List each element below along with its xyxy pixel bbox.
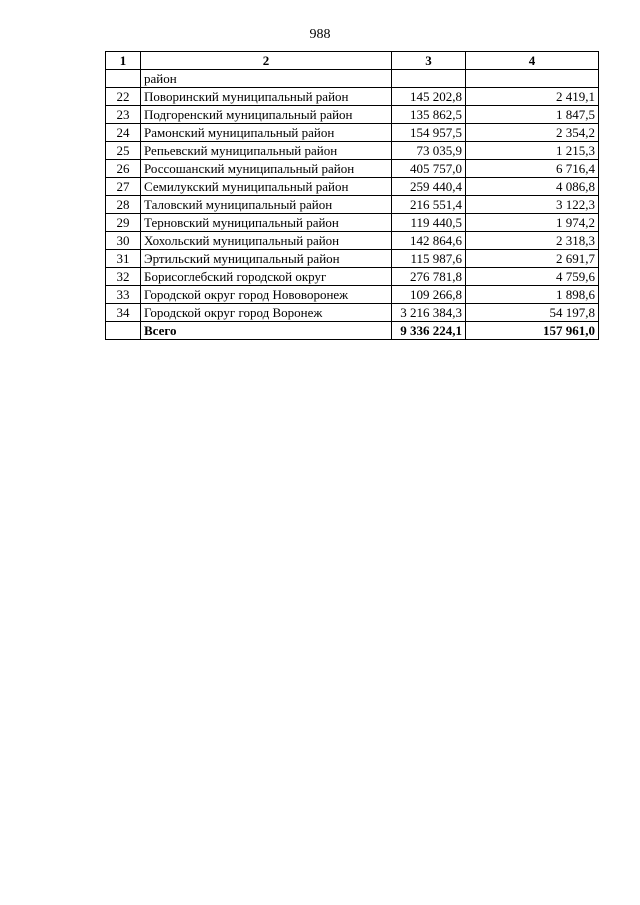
table-row bbox=[106, 178, 599, 196]
row-name: район bbox=[141, 70, 392, 88]
table-row bbox=[106, 304, 599, 322]
row-number: 25 bbox=[106, 142, 141, 160]
row-number: 22 bbox=[106, 88, 141, 106]
row-number: 34 bbox=[106, 304, 141, 322]
row-name: Россошанский муниципальный район bbox=[141, 160, 392, 178]
row-value-4: 4 086,8 bbox=[466, 178, 599, 196]
row-value-3: 154 957,5 bbox=[392, 124, 466, 142]
table-row bbox=[106, 286, 599, 304]
row-number: 27 bbox=[106, 178, 141, 196]
row-value-4: 1 215,3 bbox=[466, 142, 599, 160]
table-row bbox=[106, 88, 599, 106]
row-value-3: 119 440,5 bbox=[392, 214, 466, 232]
total-row bbox=[106, 322, 599, 340]
table-row bbox=[106, 160, 599, 178]
row-name: Хохольский муниципальный район bbox=[141, 232, 392, 250]
row-name: Городской округ город Воронеж bbox=[141, 304, 392, 322]
row-value-4: 1 898,6 bbox=[466, 286, 599, 304]
row-name: Поворинский муниципальный район bbox=[141, 88, 392, 106]
continuation-row bbox=[106, 70, 599, 88]
row-value-3: 276 781,8 bbox=[392, 268, 466, 286]
page-number: 988 bbox=[309, 27, 331, 42]
row-name: Городской округ город Нововоронеж bbox=[141, 286, 392, 304]
row-value-3: 142 864,6 bbox=[392, 232, 466, 250]
row-value-3: 73 035,9 bbox=[392, 142, 466, 160]
row-value-3: 135 862,5 bbox=[392, 106, 466, 124]
row-value-4: 3 122,3 bbox=[466, 196, 599, 214]
row-number: 31 bbox=[106, 250, 141, 268]
table-row bbox=[106, 142, 599, 160]
row-value-4: 2 691,7 bbox=[466, 250, 599, 268]
row-number: 23 bbox=[106, 106, 141, 124]
row-name: Рамонский муниципальный район bbox=[141, 124, 392, 142]
row-value-4: 2 419,1 bbox=[466, 88, 599, 106]
table-row bbox=[106, 124, 599, 142]
row-value-4: 2 318,3 bbox=[466, 232, 599, 250]
row-number: 32 bbox=[106, 268, 141, 286]
row-name: Таловский муниципальный район bbox=[141, 196, 392, 214]
total-label: Всего bbox=[141, 322, 392, 340]
total-value-4: 157 961,0 bbox=[466, 322, 599, 340]
row-value-3: 405 757,0 bbox=[392, 160, 466, 178]
column-header-3: 3 bbox=[392, 52, 466, 70]
table-row bbox=[106, 250, 599, 268]
row-name: Борисоглебский городской округ bbox=[141, 268, 392, 286]
column-header-2: 2 bbox=[141, 52, 392, 70]
row-value-4: 2 354,2 bbox=[466, 124, 599, 142]
row-value-3: 115 987,6 bbox=[392, 250, 466, 268]
table-header-row bbox=[106, 52, 599, 70]
table-row bbox=[106, 196, 599, 214]
column-header-4: 4 bbox=[466, 52, 599, 70]
row-number: 26 bbox=[106, 160, 141, 178]
column-header-1: 1 bbox=[106, 52, 141, 70]
row-number: 29 bbox=[106, 214, 141, 232]
row-number: 24 bbox=[106, 124, 141, 142]
row-number: 33 bbox=[106, 286, 141, 304]
row-value-3 bbox=[392, 70, 466, 88]
row-value-4: 1 847,5 bbox=[466, 106, 599, 124]
row-value-4: 54 197,8 bbox=[466, 304, 599, 322]
table-body bbox=[106, 70, 599, 340]
row-value-3: 259 440,4 bbox=[392, 178, 466, 196]
row-value-3: 109 266,8 bbox=[392, 286, 466, 304]
table-row bbox=[106, 214, 599, 232]
row-name: Подгоренский муниципальный район bbox=[141, 106, 392, 124]
row-name: Репьевский муниципальный район bbox=[141, 142, 392, 160]
row-name: Семилукский муниципальный район bbox=[141, 178, 392, 196]
total-value-3: 9 336 224,1 bbox=[392, 322, 466, 340]
row-name: Терновский муниципальный район bbox=[141, 214, 392, 232]
row-value-4 bbox=[466, 70, 599, 88]
row-value-4: 6 716,4 bbox=[466, 160, 599, 178]
budget-table bbox=[105, 51, 599, 340]
row-value-3: 145 202,8 bbox=[392, 88, 466, 106]
row-value-3: 3 216 384,3 bbox=[392, 304, 466, 322]
row-name: Эртильский муниципальный район bbox=[141, 250, 392, 268]
table-row bbox=[106, 106, 599, 124]
table-row bbox=[106, 232, 599, 250]
row-number: 28 bbox=[106, 196, 141, 214]
table-row bbox=[106, 268, 599, 286]
row-number bbox=[106, 70, 141, 88]
row-number: 30 bbox=[106, 232, 141, 250]
row-value-4: 1 974,2 bbox=[466, 214, 599, 232]
total-number bbox=[106, 322, 141, 340]
row-value-3: 216 551,4 bbox=[392, 196, 466, 214]
row-value-4: 4 759,6 bbox=[466, 268, 599, 286]
